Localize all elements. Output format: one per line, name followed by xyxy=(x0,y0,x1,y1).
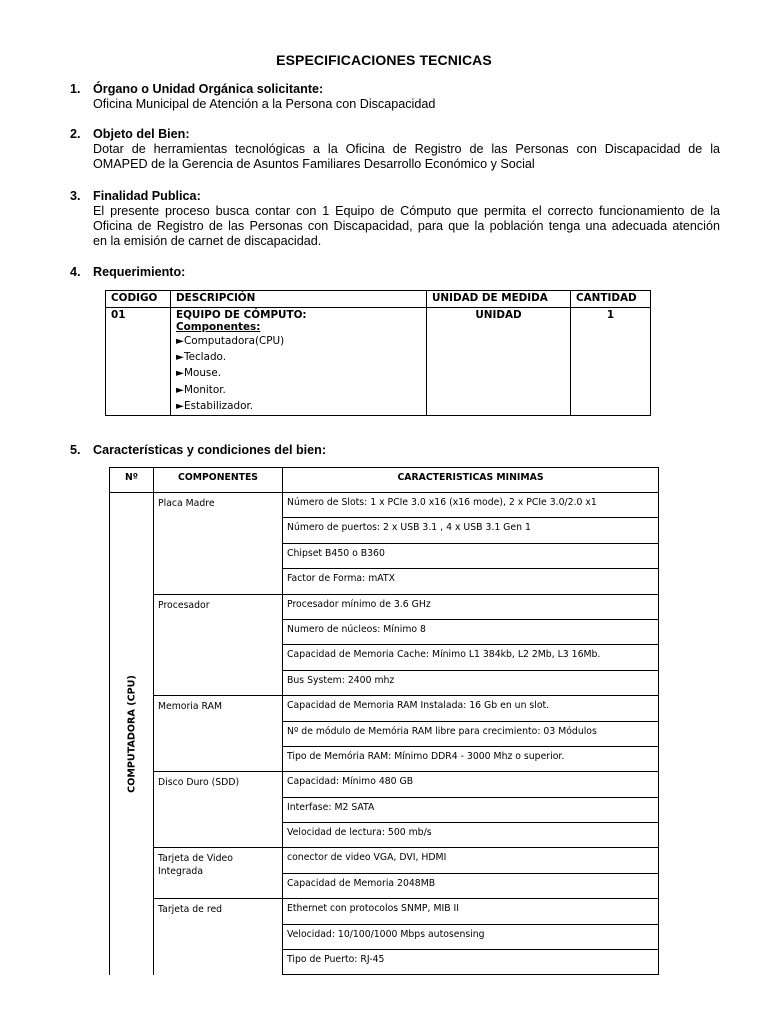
spec-cell: Numero de núcleos: Mínimo 8 xyxy=(283,619,659,644)
table-row xyxy=(106,308,651,416)
section-number: 3. xyxy=(70,189,81,203)
spec-cell: Factor de Forma: mATX xyxy=(283,569,659,594)
caracteristicas-table xyxy=(109,467,659,975)
list-item: ►Computadora(CPU) xyxy=(176,335,285,347)
component-name: Disco Duro (SDD) xyxy=(154,772,283,848)
list-item: ►Teclado. xyxy=(176,351,227,364)
spec-cell: Interfase: M2 SATA xyxy=(283,797,659,822)
section-number: 4. xyxy=(70,265,81,279)
spec-cell: Capacidad de Memoria RAM Instalada: 16 Gb en un slot. xyxy=(283,696,659,721)
spec-cell: Capacidad de Memoria 2048MB xyxy=(283,873,659,898)
arrow-bullet-icon: ► xyxy=(176,351,184,364)
spec-cell: Número de puertos: 2 x USB 3.1 , 4 x USB 3.1 Gen 1 xyxy=(283,518,659,543)
spec-cell: Ethernet con protocolos SNMP, MIB II xyxy=(283,899,659,924)
column-header: UNIDAD DE MEDIDA xyxy=(427,291,571,308)
column-header: Nº xyxy=(110,468,154,493)
spec-cell: Número de Slots: 1 x PCIe 3.0 x16 (x16 mode), 2 x PCIe 3.0/2.0 x1 xyxy=(283,493,659,518)
spec-cell: Procesador mínimo de 3.6 GHz xyxy=(283,594,659,619)
section-heading: Finalidad Publica: xyxy=(93,189,201,203)
arrow-bullet-icon: ► xyxy=(176,335,184,347)
section-number: 5. xyxy=(70,443,81,457)
spec-cell: Capacidad de Memoria Cache: Mínimo L1 384kb, L2 2Mb, L3 16Mb. xyxy=(283,645,659,670)
table-row xyxy=(110,696,659,721)
requerimiento-table xyxy=(105,290,651,416)
group-label: COMPUTADORA (CPU) xyxy=(126,675,137,793)
section-requerimiento xyxy=(70,265,720,280)
section-objeto xyxy=(70,127,720,172)
arrow-bullet-icon: ► xyxy=(176,383,184,396)
section-text: Oficina Municipal de Atención a la Persona con Discapacidad xyxy=(93,97,436,111)
section-heading: Objeto del Bien: xyxy=(93,127,190,141)
spec-cell: Chipset B450 o B360 xyxy=(283,543,659,568)
component-name: Procesador xyxy=(154,594,283,696)
spec-cell: Nº de módulo de Memória RAM libre para crecimiento: 03 Módulos xyxy=(283,721,659,746)
spec-cell: Tipo de Memória RAM: Mínimo DDR4 - 3000 Mhz o superior. xyxy=(283,746,659,771)
section-text: OMAPED de la Gerencia de Asuntos Familiares Desarrollo Económico y Social xyxy=(93,157,535,171)
cantidad-cell: 1 xyxy=(571,308,651,416)
section-text: El presente proceso busca contar con 1 Equipo de Cómputo que permita el correcto funcionamiento de la xyxy=(93,204,720,218)
list-item: ►Monitor. xyxy=(176,383,226,396)
column-header: CANTIDAD xyxy=(571,291,651,308)
section-finalidad xyxy=(70,189,720,249)
column-header: DESCRIPCIÓN xyxy=(171,291,427,308)
descripcion-title: EQUIPO DE CÓMPUTO: xyxy=(176,309,307,321)
list-item: ►Mouse. xyxy=(176,367,222,380)
column-header: COMPONENTES xyxy=(154,468,283,493)
componentes-label: Componentes: xyxy=(176,321,261,333)
section-heading: Órgano o Unidad Orgánica solicitante: xyxy=(93,82,324,96)
section-text: en la emisión de carnet de discapacidad. xyxy=(93,234,322,248)
table-row xyxy=(110,493,659,518)
section-text: Dotar de herramientas tecnológicas a la Oficina de Registro de las Personas con Discapacidad de la xyxy=(93,142,720,156)
table-row xyxy=(110,899,659,924)
group-label-cell xyxy=(110,493,154,975)
section-heading: Características y condiciones del bien: xyxy=(93,443,327,457)
component-name: Tarjeta de red xyxy=(154,899,283,975)
component-name: Tarjeta de Video Integrada xyxy=(154,848,283,899)
unidad-cell: UNIDAD xyxy=(427,308,571,416)
codigo-cell: 01 xyxy=(106,308,171,416)
page-title: ESPECIFICACIONES TECNICAS xyxy=(276,52,492,68)
section-number: 2. xyxy=(70,127,81,141)
table-header-row xyxy=(110,468,659,493)
descripcion-cell xyxy=(171,308,427,416)
column-header: CARACTERISTICAS MINIMAS xyxy=(283,468,659,493)
spec-cell: Bus System: 2400 mhz xyxy=(283,670,659,695)
arrow-bullet-icon: ► xyxy=(176,367,184,380)
list-item: ►Estabilizador. xyxy=(176,399,254,412)
section-organo xyxy=(70,82,720,112)
column-header: CODIGO xyxy=(106,291,171,308)
section-text: Oficina de Registro de las Personas con Discapacidad, para que la población tenga una adecuada atención xyxy=(93,219,720,233)
table-header-row xyxy=(106,291,651,308)
spec-cell: Velocidad: 10/100/1000 Mbps autosensing xyxy=(283,924,659,949)
arrow-bullet-icon: ► xyxy=(176,399,184,412)
component-name: Memoria RAM xyxy=(154,696,283,772)
section-heading: Requerimiento: xyxy=(93,265,186,279)
component-name: Placa Madre xyxy=(154,493,283,595)
section-caracteristicas xyxy=(70,443,720,458)
table-row xyxy=(110,594,659,619)
table-row xyxy=(110,848,659,873)
table-row xyxy=(110,772,659,797)
spec-cell: Capacidad: Mínimo 480 GB xyxy=(283,772,659,797)
spec-cell: conector de video VGA, DVI, HDMI xyxy=(283,848,659,873)
section-number: 1. xyxy=(70,82,81,96)
spec-cell: Tipo de Puerto: RJ-45 xyxy=(283,950,659,975)
spec-cell: Velocidad de lectura: 500 mb/s xyxy=(283,823,659,848)
